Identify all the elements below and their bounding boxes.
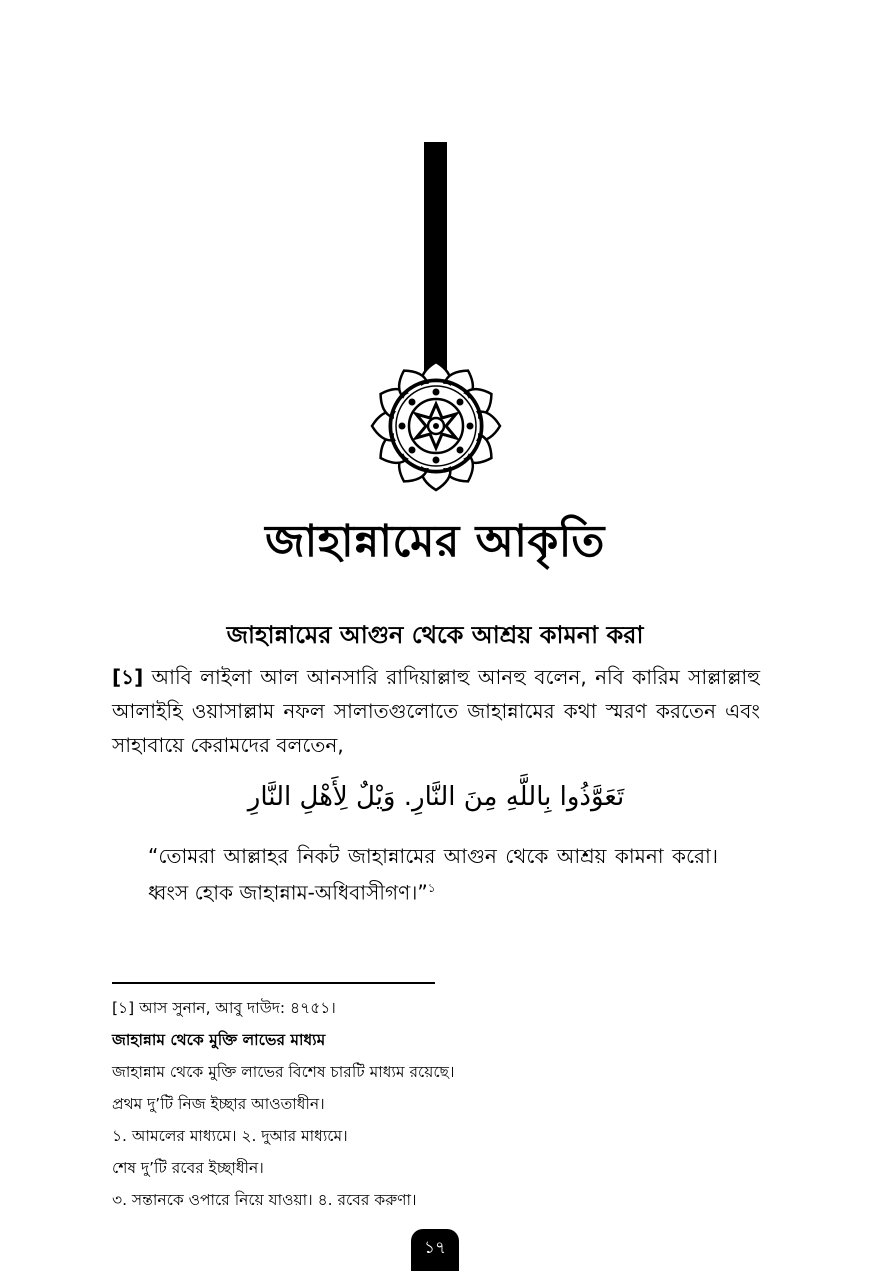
mandala-ornament-icon [368,358,504,494]
footnotes [112,992,762,1216]
footnote-subheading: জাহান্নাম থেকে মুক্তি লাভের মাধ্যম [112,1031,326,1049]
footnote-citation: [১] আস সুনান, আবু দাউদ: ৪৭৫১। [112,999,336,1017]
footnote-divider [112,982,435,984]
page-number: ১৭ [423,1238,447,1258]
quote-text: “তোমরা আল্লাহর নিকট জাহান্নামের আগুন থেকে আশ্রয় কামনা করো। ধ্বংস হোক জাহান্নাম-অধিবাসীগণ।” [148,844,718,905]
paragraph-reference-number: [১] [112,665,144,689]
footnote-marker: ১ [427,881,436,895]
arabic-verse: تَعَوَّذُوا بِاللَّهِ مِنَ النَّارِ. وَيْلٌ لِأَهْلِ النَّارِ [247,782,625,812]
decorative-vertical-bar [424,142,447,374]
page-number-tab [411,1229,459,1271]
chapter-title: জাহান্নামের আকৃতি [265,516,605,567]
section-heading: জাহান্নামের আগুন থেকে আশ্রয় কামনা করা [226,621,644,649]
footnote-line: জাহান্নাম থেকে মুক্তি লাভের বিশেষ চারটি মাধ্যম রয়েছে। [112,1063,455,1081]
translation-quote [148,840,718,909]
paragraph-text: আবি লাইলা আল আনসারি রাদিয়াল্লাহু আনহু বলেন, নবি কারিম সাল্লাল্লাহু আলাইহি ওয়াসাল্লাম নফল সালাতগুলোতে জাহান্নামের কথা স্মরণ করতেন এবং সাহাবায়ে কেরামদের বলতেন, [112,665,761,757]
body-paragraph [112,660,760,762]
footnote-line: ৩. সন্তানকে ওপারে নিয়ে যাওয়া। ৪. রবের করুণা। [112,1191,417,1209]
footnote-line: ১. আমলের মাধ্যমে। ২. দুআর মাধ্যমে। [112,1127,348,1145]
footnote-line: প্রথম দু’টি নিজ ইচ্ছার আওতাধীন। [112,1095,325,1113]
footnote-line: শেষ দু’টি রবের ইচ্ছাধীন। [112,1159,264,1177]
